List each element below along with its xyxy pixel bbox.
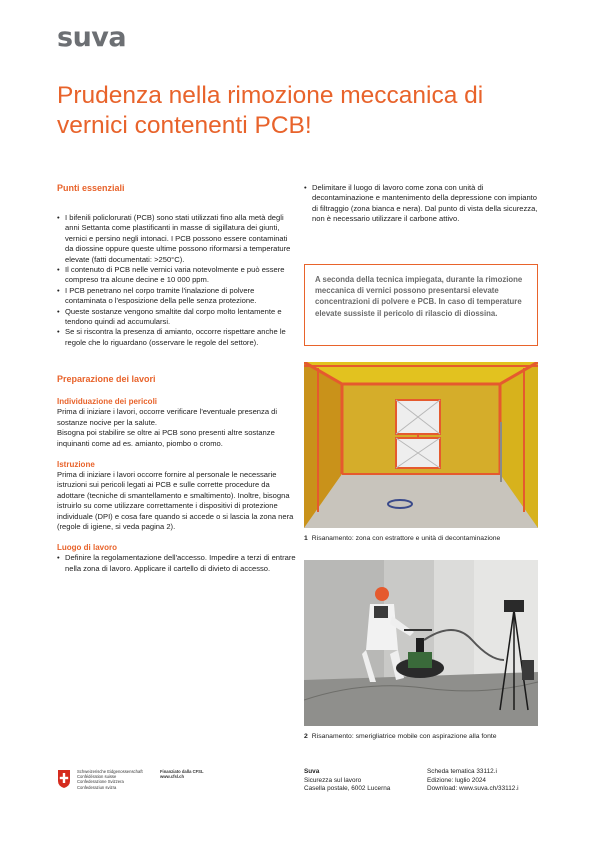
photo-1-image: [304, 362, 538, 528]
figure-1-caption: [304, 534, 544, 543]
instruction-heading: Istruzione: [57, 459, 95, 469]
hazards-text-1: Prima di iniziare i lavori, occorre verificare l'eventuale presenza di sostanze nocive per la salute.: [57, 407, 278, 427]
left-column: [57, 183, 297, 574]
figure-2-text: Risanamento: smerigliatrice mobile con aspirazione alla fonte: [311, 733, 497, 740]
org-line-1: Sicurezza sul lavoro: [304, 776, 362, 784]
hazards-heading: Individuazione dei pericoli: [57, 397, 158, 407]
list-item: • I bifenili policlorurati (PCB) sono stati utilizzati fino alla metà degli anni Settanta come plastificanti in masse di sigillatura dei giunti, vernici e persino negli intonaci. I PCB possono essere contaminati da diossine oppure queste ultime possono riformarsi a temperature elevate (fatti documentati: >250°C).: [57, 213, 297, 265]
cfsl-note: [160, 769, 240, 779]
suva-logo: suva: [57, 22, 127, 53]
swiss-shield-icon: [57, 769, 71, 789]
essentials-list: [57, 213, 297, 348]
federal-names: [77, 769, 157, 790]
essentials-heading: Punti essenziali: [57, 183, 125, 193]
doc-number: Scheda tematica 33112.i: [427, 768, 497, 775]
org-name: Suva: [304, 768, 320, 775]
suva-address: [304, 768, 419, 794]
warning-callout: [304, 264, 538, 346]
page-title: Prudenza nella rimozione meccanica di vernici contenenti PCB!: [57, 82, 484, 139]
list-item: • I PCB penetrano nel corpo tramite l'inalazione di polvere contaminata o l'esposizione della pelle senza protezione.: [57, 286, 297, 307]
cfsl-link[interactable]: www.cfsl.ch: [160, 774, 185, 780]
photo-decontamination-zone: [304, 362, 538, 528]
photo-2-image: [304, 560, 538, 726]
figure-1-text: Risanamento: zona con estrattore e unità di decontaminazione: [311, 535, 501, 542]
list-item: • Queste sostanze vengono smaltite dal corpo molto lentamente e tendono quindi ad accumularsi.: [57, 307, 297, 328]
figure-1-number: 1: [304, 535, 308, 542]
document-info: [427, 768, 552, 794]
swiss-coat-of-arms: [57, 769, 71, 789]
list-item: • Definire la regolamentazione dell'accesso. Impedire a terzi di entrare nella zona di lavoro. Applicare il cartello di divieto di accesso.: [57, 553, 297, 574]
fed-line: Schweizerische Eidgenossenschaft: [77, 769, 143, 774]
photo-grinding-machine: [304, 560, 538, 726]
preparation-heading: Preparazione dei lavori: [57, 374, 156, 385]
figure-2-number: 2: [304, 733, 308, 740]
doc-download-link[interactable]: Download: www.suva.ch/33112.i: [427, 785, 519, 793]
cfsl-funded: Finanziato dalla CFSL: [160, 769, 204, 774]
workplace-heading: Luogo di lavoro: [57, 543, 117, 553]
workplace-list: [57, 553, 297, 574]
list-item: • Il contenuto di PCB nelle vernici varia notevolmente e può essere compreso tra alcune decine e 10 000 ppm.: [57, 265, 297, 286]
callout-text: A seconda della tecnica impiegata, durante la rimozione meccanica di vernici possono presentarsi elevate concentrazioni di polvere e PCB. In caso di temperature elevate sussiste il pericolo di rilascio di diossina.: [315, 275, 523, 318]
right-list: [304, 183, 540, 225]
fed-line: Confédération suisse: [77, 774, 117, 780]
instruction-text: Prima di iniziare i lavori occorre fornire al personale le necessarie istruzioni sui pericoli legati ai PCB e sulle corrette procedure da adottare (tecniche di smantellamento e smaltimento). Inoltre, bisogna istruirlo su come utilizzare correttamente i dispositivi di protezione individuale (DPI) e cosa fare quando si accede o si lascia la zona nera (regole di igiene, si veda pagina 2).: [57, 469, 294, 531]
right-column: [304, 183, 540, 225]
doc-edition: Edizione: luglio 2024: [427, 776, 486, 784]
hazards-text-2: Bisogna poi stabilire se oltre ai PCB sono presenti altre sostanze inquinanti come ad es. amianto, piombo o cromo.: [57, 428, 275, 448]
fed-line: Confederazione Svizzera: [77, 779, 124, 785]
list-item: • Se si riscontra la presenza di amianto, occorre rispettare anche le regole che lo riguardano (osservare le regole del settore).: [57, 327, 297, 348]
fed-line: Confederaziun svizra: [77, 784, 117, 790]
figure-2-caption: [304, 732, 544, 741]
list-item: • Delimitare il luogo di lavoro come zona con unità di decontaminazione e mantenimento della depressione con impianto di filtraggio (zona bianca e nera). Dal punto di vista della sicurezza, non è necessario utilizzare il carbone attivo.: [304, 183, 540, 225]
org-line-2: Casella postale, 6002 Lucerna: [304, 785, 391, 793]
